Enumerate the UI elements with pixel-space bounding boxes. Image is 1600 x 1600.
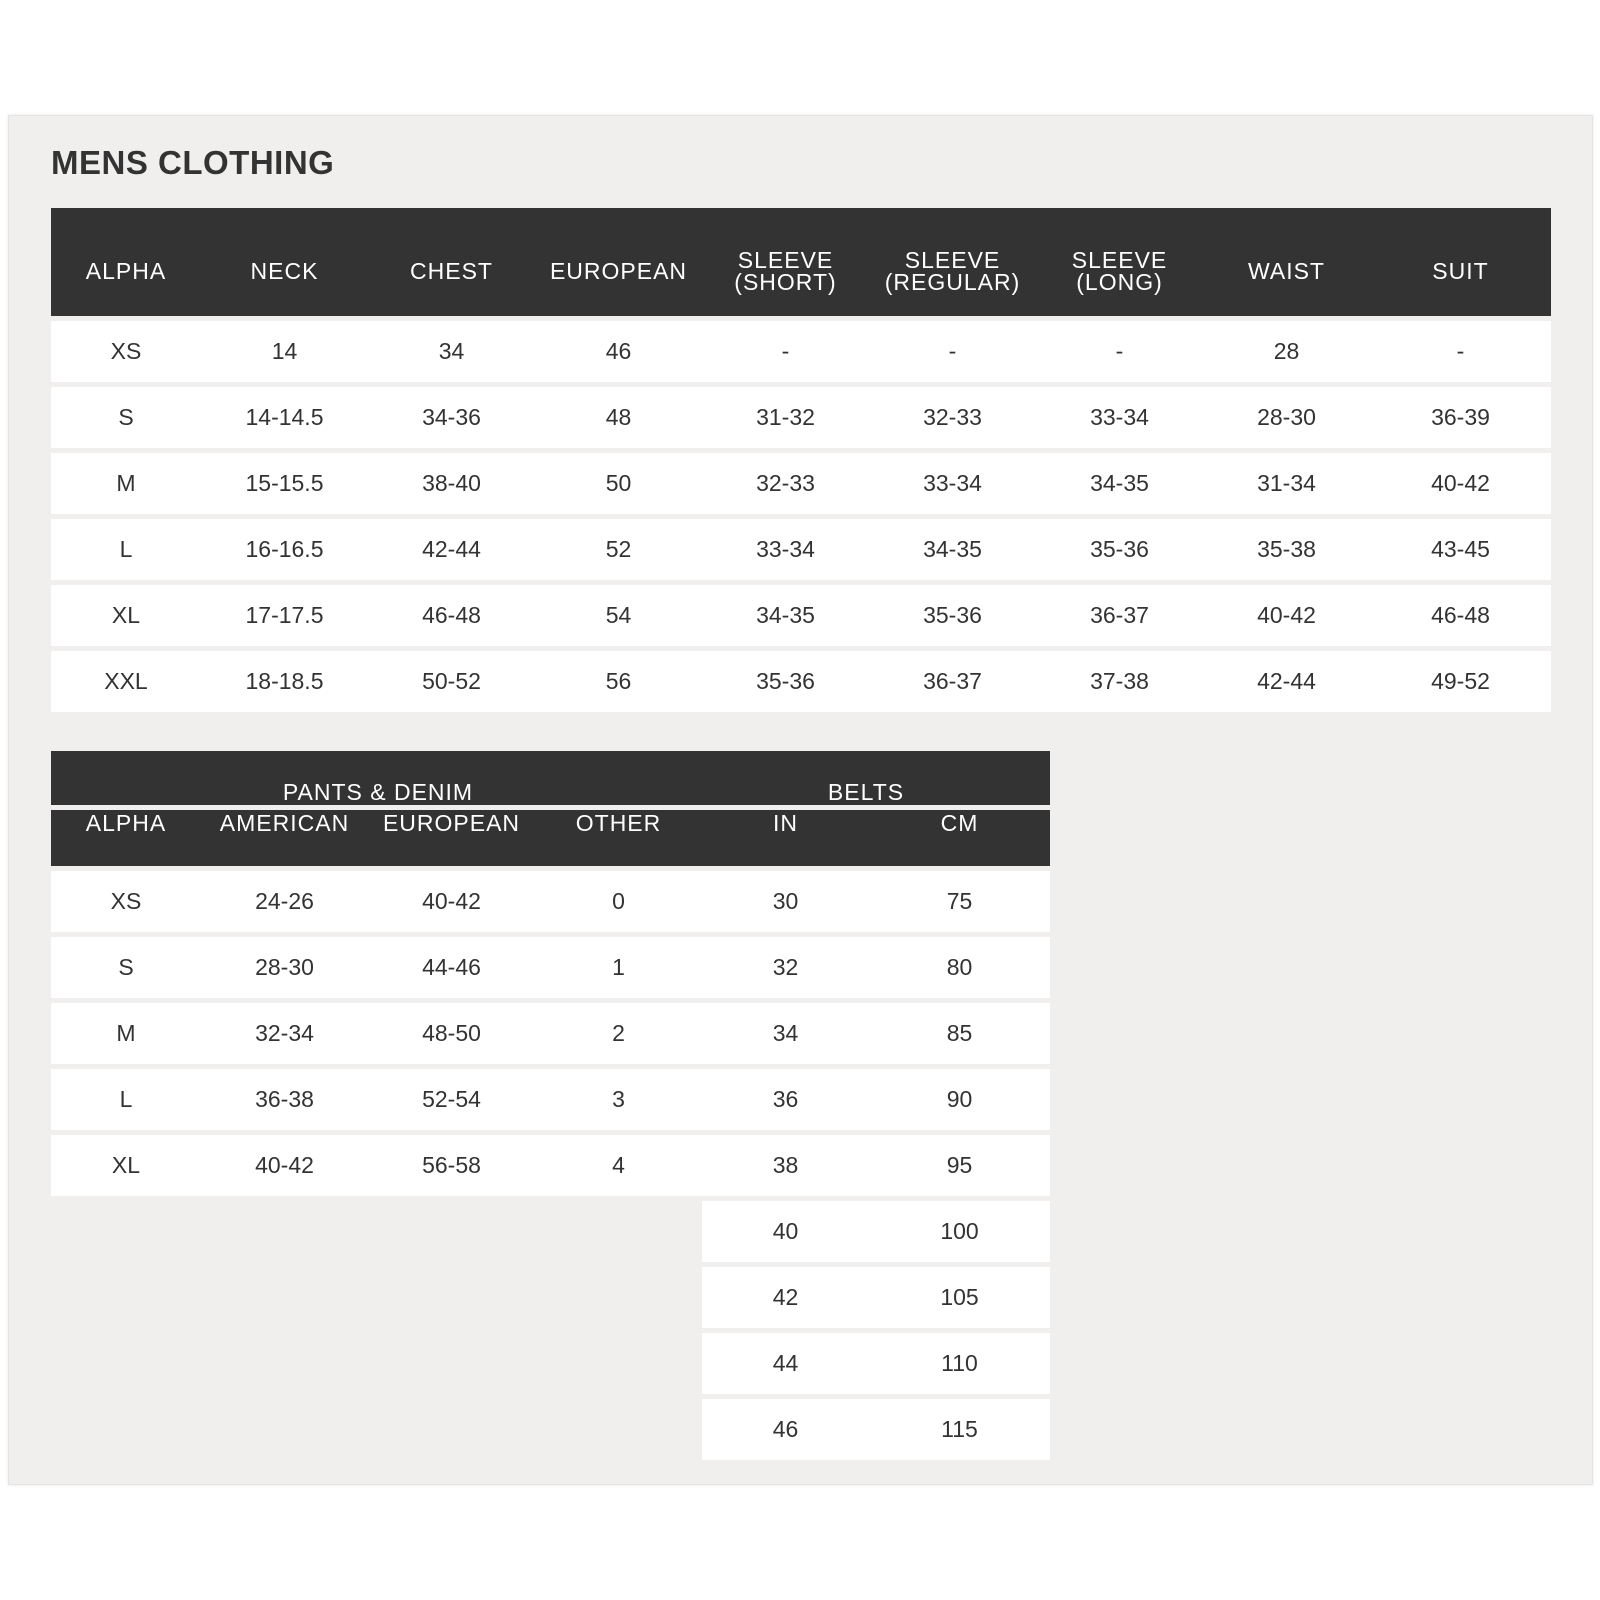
table-cell: 52 xyxy=(535,519,702,580)
table-cell: 40-42 xyxy=(1370,453,1551,514)
mens-clothing-table xyxy=(51,203,1551,717)
table-cell: 38-40 xyxy=(368,453,535,514)
header-line: CHEST xyxy=(410,258,493,284)
pants-belts-table xyxy=(51,746,1050,1465)
table-cell: L xyxy=(51,519,201,580)
group-spacer xyxy=(535,751,702,805)
table-cell: 44 xyxy=(702,1333,869,1394)
table-cell: 85 xyxy=(869,1003,1050,1064)
clothing-header-sleeve-long xyxy=(1036,208,1203,316)
table-row xyxy=(51,453,1551,514)
table-row xyxy=(51,321,1551,382)
table-cell: 43-45 xyxy=(1370,519,1551,580)
clothing-header-sleeve-regular xyxy=(869,208,1036,316)
pants-header-other: OTHER xyxy=(535,810,702,866)
header-line: SLEEVE xyxy=(1071,247,1168,273)
table-row xyxy=(51,585,1551,646)
table-cell: L xyxy=(51,1069,201,1130)
header-line: (REGULAR) xyxy=(884,269,1021,295)
table-cell: 34-36 xyxy=(368,387,535,448)
table-cell: 14 xyxy=(201,321,368,382)
table-cell: 34-35 xyxy=(1036,453,1203,514)
table-row xyxy=(51,1333,1050,1394)
pants-table-body xyxy=(51,871,1050,1460)
table-cell: - xyxy=(1036,321,1203,382)
table-cell: 35-36 xyxy=(869,585,1036,646)
table-cell: 100 xyxy=(869,1201,1050,1262)
clothing-header-suit xyxy=(1370,208,1551,316)
pants-header-in: IN xyxy=(702,810,869,866)
table-cell: 46 xyxy=(702,1399,869,1460)
header-line: WAIST xyxy=(1248,258,1325,284)
table-row xyxy=(51,387,1551,448)
header-line: SLEEVE xyxy=(904,247,1001,273)
header-line: ALPHA xyxy=(85,258,167,284)
table-cell: XS xyxy=(51,321,201,382)
table-cell: M xyxy=(51,453,201,514)
group-belts: BELTS xyxy=(702,751,1050,805)
table-row xyxy=(51,651,1551,712)
header-line: SUIT xyxy=(1432,258,1489,284)
empty-cell xyxy=(368,1267,535,1328)
page-title: MENS CLOTHING xyxy=(51,144,335,181)
table-cell: 54 xyxy=(535,585,702,646)
table-cell: 42-44 xyxy=(1203,651,1370,712)
table-cell: 14-14.5 xyxy=(201,387,368,448)
table-cell: 32-33 xyxy=(869,387,1036,448)
empty-cell xyxy=(535,1201,702,1262)
table-cell: 2 xyxy=(535,1003,702,1064)
empty-cell xyxy=(201,1267,368,1328)
table-cell: 42 xyxy=(702,1267,869,1328)
table-row xyxy=(51,1267,1050,1328)
table-cell: 34 xyxy=(702,1003,869,1064)
table-cell: 44-46 xyxy=(368,937,535,998)
table-cell: 48-50 xyxy=(368,1003,535,1064)
table-cell: 110 xyxy=(869,1333,1050,1394)
pants-header-american: AMERICAN xyxy=(201,810,368,866)
table-cell: XXL xyxy=(51,651,201,712)
table-cell: 34 xyxy=(368,321,535,382)
table-cell: 35-36 xyxy=(1036,519,1203,580)
pants-table-header xyxy=(51,751,1050,866)
table-row xyxy=(51,1003,1050,1064)
table-cell: 35-36 xyxy=(702,651,869,712)
empty-cell xyxy=(368,1333,535,1394)
table-cell: 0 xyxy=(535,871,702,932)
table-cell: 46 xyxy=(535,321,702,382)
table-cell: 105 xyxy=(869,1267,1050,1328)
table-cell: XL xyxy=(51,1135,201,1196)
table-cell: - xyxy=(1370,321,1551,382)
table-cell: 3 xyxy=(535,1069,702,1130)
header-line: (SHORT) xyxy=(734,269,837,295)
table-cell: 34-35 xyxy=(702,585,869,646)
group-pants-denim: PANTS & DENIM xyxy=(201,751,535,805)
header-line: SLEEVE xyxy=(737,247,834,273)
table-cell: 90 xyxy=(869,1069,1050,1130)
table-cell: 42-44 xyxy=(368,519,535,580)
empty-cell xyxy=(201,1399,368,1460)
clothing-header-alpha xyxy=(51,208,201,316)
table-cell: 33-34 xyxy=(1036,387,1203,448)
table-cell: 75 xyxy=(869,871,1050,932)
table-cell: 36-38 xyxy=(201,1069,368,1130)
clothing-header-european xyxy=(535,208,702,316)
table-cell: S xyxy=(51,387,201,448)
table-cell: - xyxy=(869,321,1036,382)
clothing-header-chest xyxy=(368,208,535,316)
table-cell: 36 xyxy=(702,1069,869,1130)
table-cell: 28-30 xyxy=(201,937,368,998)
table-cell: 16-16.5 xyxy=(201,519,368,580)
table-row xyxy=(51,937,1050,998)
clothing-table-header xyxy=(51,208,1551,316)
table-row xyxy=(51,1135,1050,1196)
table-cell: 28-30 xyxy=(1203,387,1370,448)
table-row xyxy=(51,519,1551,580)
table-cell: 95 xyxy=(869,1135,1050,1196)
table-cell: 33-34 xyxy=(869,453,1036,514)
pants-header-alpha: ALPHA xyxy=(51,810,201,866)
table-cell: 40 xyxy=(702,1201,869,1262)
clothing-header-neck xyxy=(201,208,368,316)
empty-cell xyxy=(201,1333,368,1394)
header-line: (LONG) xyxy=(1076,269,1163,295)
table-cell: 32-33 xyxy=(702,453,869,514)
table-cell: 46-48 xyxy=(1370,585,1551,646)
table-cell: 36-39 xyxy=(1370,387,1551,448)
table-cell: 15-15.5 xyxy=(201,453,368,514)
table-cell: 80 xyxy=(869,937,1050,998)
table-cell: 36-37 xyxy=(869,651,1036,712)
table-cell: 49-52 xyxy=(1370,651,1551,712)
table-cell: 1 xyxy=(535,937,702,998)
size-chart-panel xyxy=(8,115,1593,1485)
table-cell: XL xyxy=(51,585,201,646)
table-cell: 17-17.5 xyxy=(201,585,368,646)
table-cell: 32-34 xyxy=(201,1003,368,1064)
empty-cell xyxy=(368,1399,535,1460)
table-cell: 40-42 xyxy=(368,871,535,932)
table-row xyxy=(51,1201,1050,1262)
table-cell: - xyxy=(702,321,869,382)
empty-cell xyxy=(535,1333,702,1394)
empty-cell xyxy=(51,1333,201,1394)
table-cell: 36-37 xyxy=(1036,585,1203,646)
table-cell: 115 xyxy=(869,1399,1050,1460)
header-line: NECK xyxy=(250,258,319,284)
table-row xyxy=(51,871,1050,932)
table-cell: 50 xyxy=(535,453,702,514)
empty-cell xyxy=(368,1201,535,1262)
table-cell: 40-42 xyxy=(201,1135,368,1196)
table-cell: 33-34 xyxy=(702,519,869,580)
empty-cell xyxy=(201,1201,368,1262)
pants-header-european: EUROPEAN xyxy=(368,810,535,866)
empty-cell xyxy=(535,1267,702,1328)
table-cell: 34-35 xyxy=(869,519,1036,580)
table-cell: 31-34 xyxy=(1203,453,1370,514)
table-cell: 40-42 xyxy=(1203,585,1370,646)
table-cell: 50-52 xyxy=(368,651,535,712)
table-cell: 38 xyxy=(702,1135,869,1196)
table-cell: 24-26 xyxy=(201,871,368,932)
table-row xyxy=(51,1399,1050,1460)
clothing-header-sleeve-short xyxy=(702,208,869,316)
table-row xyxy=(51,1069,1050,1130)
pants-header-cm: CM xyxy=(869,810,1050,866)
empty-cell xyxy=(51,1267,201,1328)
empty-cell xyxy=(51,1201,201,1262)
table-cell: XS xyxy=(51,871,201,932)
clothing-header-waist xyxy=(1203,208,1370,316)
header-line: EUROPEAN xyxy=(549,258,688,284)
clothing-table-body xyxy=(51,321,1551,712)
group-spacer xyxy=(51,751,201,805)
table-cell: 18-18.5 xyxy=(201,651,368,712)
empty-cell xyxy=(535,1399,702,1460)
table-cell: 46-48 xyxy=(368,585,535,646)
table-cell: S xyxy=(51,937,201,998)
table-cell: 37-38 xyxy=(1036,651,1203,712)
table-cell: 48 xyxy=(535,387,702,448)
table-cell: 31-32 xyxy=(702,387,869,448)
table-cell: 4 xyxy=(535,1135,702,1196)
table-cell: 35-38 xyxy=(1203,519,1370,580)
table-cell: 56-58 xyxy=(368,1135,535,1196)
empty-cell xyxy=(51,1399,201,1460)
table-cell: 52-54 xyxy=(368,1069,535,1130)
table-cell: 56 xyxy=(535,651,702,712)
table-cell: 32 xyxy=(702,937,869,998)
table-cell: 28 xyxy=(1203,321,1370,382)
table-cell: M xyxy=(51,1003,201,1064)
table-cell: 30 xyxy=(702,871,869,932)
